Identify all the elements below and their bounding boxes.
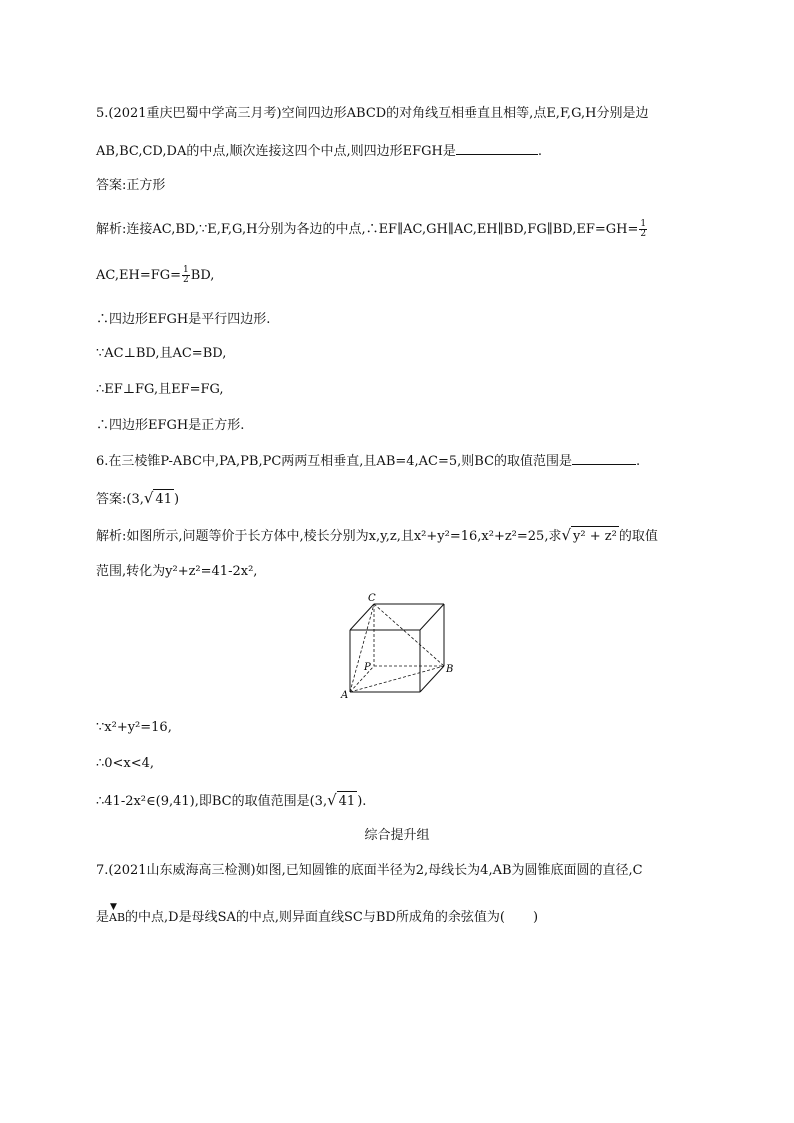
q5-analysis-line2: [96, 266, 214, 286]
sqrt-icon: √: [561, 526, 572, 544]
arc-label: AB: [109, 911, 126, 924]
segment-bc: [374, 604, 444, 666]
q7-line2-b: 的中点,D是母线SA的中点,则异面直线SC与BD所成角的余弦值为(: [125, 910, 505, 925]
q6-line1-text: 6.在三棱锥P-ABC中,PA,PB,PC两两互相垂直,且AB=4,AC=5,则BC的取值范围是: [96, 454, 573, 469]
q5-step4: ∴四边形EFGH是正方形.: [96, 418, 245, 433]
q6-step3-a: ∴41-2x²∈(9,41),即BC的取值范围是(3,: [96, 794, 328, 809]
q5-analysis2-a: AC,EH=FG=: [96, 268, 182, 283]
label-c: C: [368, 593, 376, 604]
edge: [420, 604, 444, 630]
q6-step3-b: ).: [357, 794, 367, 809]
q5-line2-text: AB,BC,CD,DA的中点,顺次连接这四个中点,则四边形EFGH是: [96, 144, 456, 159]
q5-answer: 答案:正方形: [96, 178, 166, 193]
q7-line2: [96, 902, 539, 928]
answer-blank: [572, 452, 636, 465]
q5-line2-end: .: [537, 144, 542, 159]
arc-ab: [109, 902, 126, 928]
q5-analysis-text: 解析:连接AC,BD,∵E,F,G,H分别为各边的中点,∴EF∥AC,GH∥AC,EH∥BD,FG∥BD,EF=GH=: [96, 222, 639, 237]
q6-answer: [96, 488, 179, 510]
fraction-denominator: 2: [183, 275, 189, 285]
label-b: B: [446, 664, 454, 675]
edge: [420, 666, 444, 692]
cuboid-figure: [336, 592, 466, 704]
fraction-numerator: 1: [640, 219, 647, 229]
q5-step2: ∵AC⊥BD,且AC=BD,: [96, 346, 227, 361]
sqrt-radicand: 41: [337, 791, 358, 812]
q6-step3: [96, 790, 366, 812]
fraction-half: [182, 266, 190, 285]
q6-step1: ∵x²+y²=16,: [96, 720, 172, 735]
q5-step1: ∴四边形EFGH是平行四边形.: [96, 312, 271, 327]
q5-line2: [96, 142, 542, 162]
label-p: P: [364, 662, 371, 673]
sqrt-icon: √: [143, 489, 154, 507]
fraction-half: [639, 220, 647, 239]
sqrt-radicand: y² + z²: [571, 526, 619, 547]
q5-analysis2-b: BD,: [190, 268, 215, 283]
sqrt-icon: √: [327, 791, 337, 809]
q6-line1-end: .: [636, 454, 641, 469]
q6-line1: [96, 452, 640, 472]
q6-answer-prefix: 答案:(3,: [96, 492, 144, 507]
q6-analysis-line2: 范围,转化为y²+z²=41-2x²,: [96, 564, 258, 579]
q6-analysis-line1: [96, 525, 658, 547]
sqrt-radicand: 41: [153, 489, 174, 510]
q6-analysis1-b: 的取值: [618, 529, 658, 544]
fraction-numerator: 1: [183, 265, 189, 275]
answer-blank: [456, 142, 538, 155]
fraction-denominator: 2: [640, 229, 647, 239]
q6-answer-suffix: ): [173, 492, 180, 507]
q5-analysis-line1: [96, 220, 648, 240]
q7-line2-c: ): [532, 910, 539, 925]
q7-line1: 7.(2021山东威海高三检测)如图,已知圆锥的底面半径为2,母线长为4,AB为圆锥底面圆的直径,C: [96, 863, 643, 878]
q6-analysis1-a: 解析:如图所示,问题等价于长方体中,棱长分别为x,y,z,且x²+y²=16,x²+z²=25,求: [96, 529, 562, 544]
section-title: 综合提升组: [364, 828, 430, 843]
q7-line2-a: 是: [96, 910, 110, 925]
q5-step3: ∴EF⊥FG,且EF=FG,: [96, 382, 224, 397]
arc-icon: ▼: [110, 902, 117, 912]
q6-step2: ∴0<x<4,: [96, 756, 155, 771]
label-a: A: [341, 690, 349, 701]
q5-line1: 5.(2021重庆巴蜀中学高三月考)空间四边形ABCD的对角线互相垂直且相等,点E,F,G,H分别是边: [96, 106, 649, 121]
